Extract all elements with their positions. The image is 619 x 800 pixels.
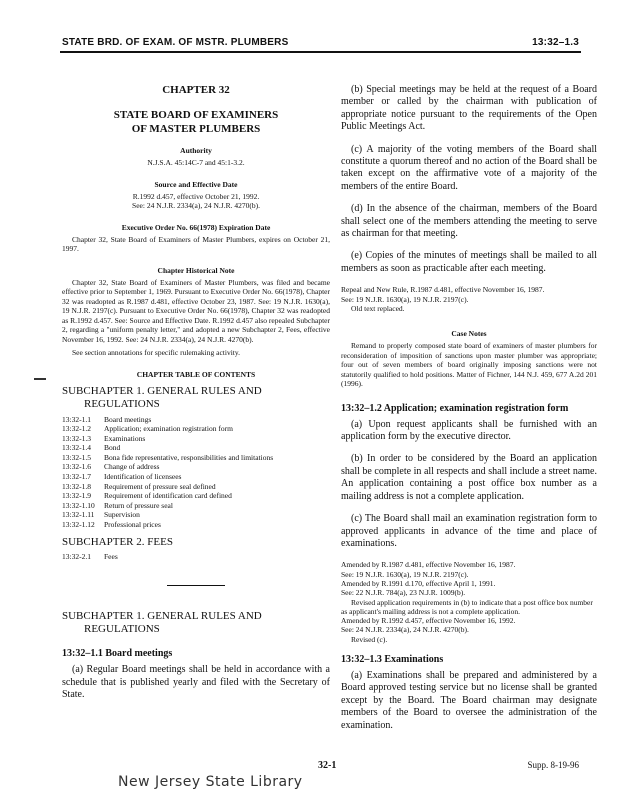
subchapter-1-heading: [62, 610, 330, 636]
source-line-2: See: 24 N.J.R. 2334(a), 24 N.J.R. 4270(b).: [132, 201, 260, 210]
history-line: Repeal and New Rule, R.1987 d.481, effective November 16, 1987.: [341, 285, 545, 295]
toc-entry: [62, 434, 330, 444]
toc-entry: [62, 472, 330, 482]
toc-entry-title: Requirement of identification card defined: [104, 491, 232, 501]
toc-entry: [62, 501, 330, 511]
toc-entry-number: 13:32-1.4: [62, 443, 91, 453]
section-1-1-b: (b) Special meetings may be held at the request of a Board member or called by the chairman with publication of appropriate notice pursuant to the requirements of the Open Public Meetings Act.: [341, 84, 597, 133]
toc-entry-title: Requirement of pressure seal defined: [104, 481, 216, 491]
source-heading: Source and Effective Date: [154, 179, 238, 189]
history-line: See: 19 N.J.R. 1630(a), 19 N.J.R. 2197(c).: [341, 294, 469, 304]
toc-entry-title: Fees: [104, 551, 118, 561]
case-notes-text: Remand to properly composed state board of examiners of master plumbers for reconsideration of imposition of sanctions upon master plumber was appropriate; four out of seven members of board originally imposing sanctions were not statutorily qualified to hold positions. Matter of Fichner, 144 N.J. 459, 677 A.2d 201 (1996).: [341, 341, 597, 389]
header-rule: [60, 51, 581, 53]
history-line: Revised application requirements in (b) to indicate that a post office box number as applicant's mailing address is not a complete application.: [341, 597, 593, 616]
toc-entry: [62, 552, 330, 562]
chapter-title-line-2: OF MASTER PLUMBERS: [131, 123, 261, 135]
toc-entry: [62, 520, 330, 530]
toc-entry-number: 13:32-1.7: [62, 472, 91, 482]
toc-entry-number: 13:32-1.12: [62, 520, 95, 530]
history-line: See: 24 N.J.R. 2334(a), 24 N.J.R. 4270(b).: [341, 625, 469, 635]
toc-entry: [62, 415, 330, 425]
page-number: 32-1: [318, 760, 337, 771]
toc-entry: [62, 482, 330, 492]
toc-entry-title: Supervision: [104, 510, 140, 520]
historical-note-text: Chapter 32, State Board of Examiners of Master Plumbers, was filed and became effective prior to September 1, 1969. Pursuant to Executive Order No. 66(1978), Chapter 32 was readopted as R.1987 d.481, effective October 23, 1987. See: 19 N.J.R. 1630(a), 19 N.J.R. 2197(c). Pursuant to Executive Order No. 66(1978), Chapter 32 was readopted as R.1992 d.457. See: Source and Effective Date. R.1992 d.457 also repealed Subchapter 2, regarding a "uniform penalty letter," and adopted a new Subchapter 2, Fees, effective November 16, 1992. See: 24 N.J.R. 2334(a), 24 N.J.R. 4270(b).: [62, 277, 330, 344]
toc-subchapter-1: [62, 385, 330, 411]
history-line: Revised (c).: [351, 634, 388, 644]
toc-entry-title: Application; examination registration form: [104, 424, 233, 434]
toc-entry-title: Change of address: [104, 462, 160, 472]
section-1-1-e: (e) Copies of the minutes of meetings shall be mailed to all members as soon as practicable after each meeting.: [341, 250, 597, 274]
header-section: 13:32–1.3: [532, 37, 579, 48]
section-1-1-c: (c) A majority of the voting members of the Board shall constitute a quorum thereof and no action of the Board shall be taken except on the affirmative vote of a majority of the members of the entire Board.: [341, 143, 597, 192]
history-line: Amended by R.1992 d.457, effective November 16, 1992.: [341, 616, 516, 626]
chapter-title-line-1: STATE BOARD OF EXAMINERS: [113, 109, 279, 121]
toc-entry-number: 13:32-1.9: [62, 491, 91, 501]
margin-mark: [34, 378, 46, 380]
history-line: Amended by R.1991 d.170, effective April 1, 1991.: [341, 578, 496, 588]
toc-entry: [62, 424, 330, 434]
toc-entry: [62, 462, 330, 472]
section-divider: [167, 585, 225, 586]
toc-entry-title: Board meetings: [104, 414, 152, 424]
section-1-2-heading: 13:32–1.2 Application; examination registration form: [341, 402, 569, 414]
toc-heading: CHAPTER TABLE OF CONTENTS: [136, 369, 256, 379]
right-column: [341, 84, 597, 742]
case-notes-heading: Case Notes: [451, 329, 487, 339]
toc-entry-number: 13:32-1.6: [62, 462, 91, 472]
history-line: Amended by R.1987 d.481, effective November 16, 1987.: [341, 560, 516, 570]
toc-entry-title: Return of pressure seal: [104, 500, 173, 510]
subchapter-1-heading-line-2: REGULATIONS: [84, 623, 160, 636]
section-1-1-heading: 13:32–1.1 Board meetings: [62, 648, 173, 660]
toc-entry-title: Identification of licensees: [104, 472, 182, 482]
section-1-1-d: (d) In the absence of the chairman, members of the Board shall select one of the members attending the meeting to serve as chairman for that meeting.: [341, 203, 597, 240]
toc-subchapter-1-line-1: SUBCHAPTER 1. GENERAL RULES AND: [62, 384, 262, 397]
authority-text: N.J.S.A. 45:14C-7 and 45:1-3.2.: [147, 158, 245, 167]
chapter-number: CHAPTER 32: [162, 84, 230, 96]
section-1-1-history: [341, 285, 597, 313]
exec-order-heading: Executive Order No. 66(1978) Expiration Date: [121, 222, 271, 232]
history-line: See: 19 N.J.R. 1630(a), 19 N.J.R. 2197(c).: [341, 569, 469, 579]
section-1-2-history: [341, 560, 597, 644]
subchapter-1-heading-line-1: SUBCHAPTER 1. GENERAL RULES AND: [62, 610, 262, 623]
toc-entry-title: Bona fide representative, responsibilities and limitations: [104, 452, 274, 462]
toc-list-subchapter-1: [62, 415, 330, 530]
toc-entry-number: 13:32-1.2: [62, 424, 91, 434]
toc-entry-number: 13:32-1.3: [62, 433, 91, 443]
see-section-note: See section annotations for specific rulemaking activity.: [72, 348, 241, 357]
authority-heading: Authority: [180, 146, 212, 155]
toc-entry: [62, 510, 330, 520]
toc-entry-number: 13:32-1.5: [62, 452, 91, 462]
source-line-1: R.1992 d.457, effective October 21, 1992.: [132, 191, 260, 201]
toc-subchapter-2: SUBCHAPTER 2. FEES: [62, 535, 173, 548]
exec-order-text: Chapter 32, State Board of Examiners of Master Plumbers, expires on October 21, 1997.: [62, 234, 330, 253]
left-column: [62, 84, 330, 711]
running-header: [62, 37, 579, 48]
toc-entry-number: 13:32-1.8: [62, 481, 91, 491]
toc-entry: [62, 443, 330, 453]
toc-entry-number: 13:32-1.10: [62, 500, 95, 510]
supplement-date: Supp. 8-19-96: [527, 760, 579, 770]
historical-note-heading: Chapter Historical Note: [157, 265, 235, 275]
section-1-3-heading: 13:32–1.3 Examinations: [341, 654, 444, 665]
history-line: Old text replaced.: [351, 303, 405, 313]
section-1-2-c: (c) The Board shall mail an examination registration form to approved applicants in advance of the time and place of examinations.: [341, 513, 597, 549]
section-1-1-a: (a) Regular Board meetings shall be held in accordance with a schedule that is published yearly and filed with the Secretary of State.: [62, 664, 330, 701]
section-1-2-a: (a) Upon request applicants shall be furnished with an application form by the executive director.: [341, 418, 597, 443]
toc-entry-title: Professional prices: [104, 520, 161, 530]
header-title: STATE BRD. OF EXAM. OF MSTR. PLUMBERS: [62, 37, 289, 48]
toc-entry-title: Examinations: [104, 433, 146, 443]
toc-entry: [62, 453, 330, 463]
section-1-3-a: (a) Examinations shall be prepared and administered by a Board approved testing service but no license shall be granted except by the Board. The Board chairman may designate members of the Board to oversee the administration of the examination.: [341, 670, 597, 731]
toc-subchapter-1-line-2: REGULATIONS: [84, 397, 160, 410]
library-stamp: New Jersey State Library: [118, 774, 303, 790]
toc-entry-number: 13:32-2.1: [62, 551, 91, 561]
toc-entry-number: 13:32-1.1: [62, 414, 91, 424]
section-1-2-b: (b) In order to be considered by the Board an application shall be complete in all respects and shall include a street name. An application containing a post office box number as a mailing address is not a complete application.: [341, 453, 597, 502]
toc-list-subchapter-2: [62, 552, 330, 562]
chapter-title: [62, 108, 330, 136]
toc-entry: [62, 491, 330, 501]
history-line: See: 22 N.J.R. 784(a), 23 N.J.R. 1009(b).: [341, 588, 466, 598]
toc-entry-number: 13:32-1.11: [62, 510, 95, 520]
toc-entry-title: Bond: [104, 443, 121, 453]
